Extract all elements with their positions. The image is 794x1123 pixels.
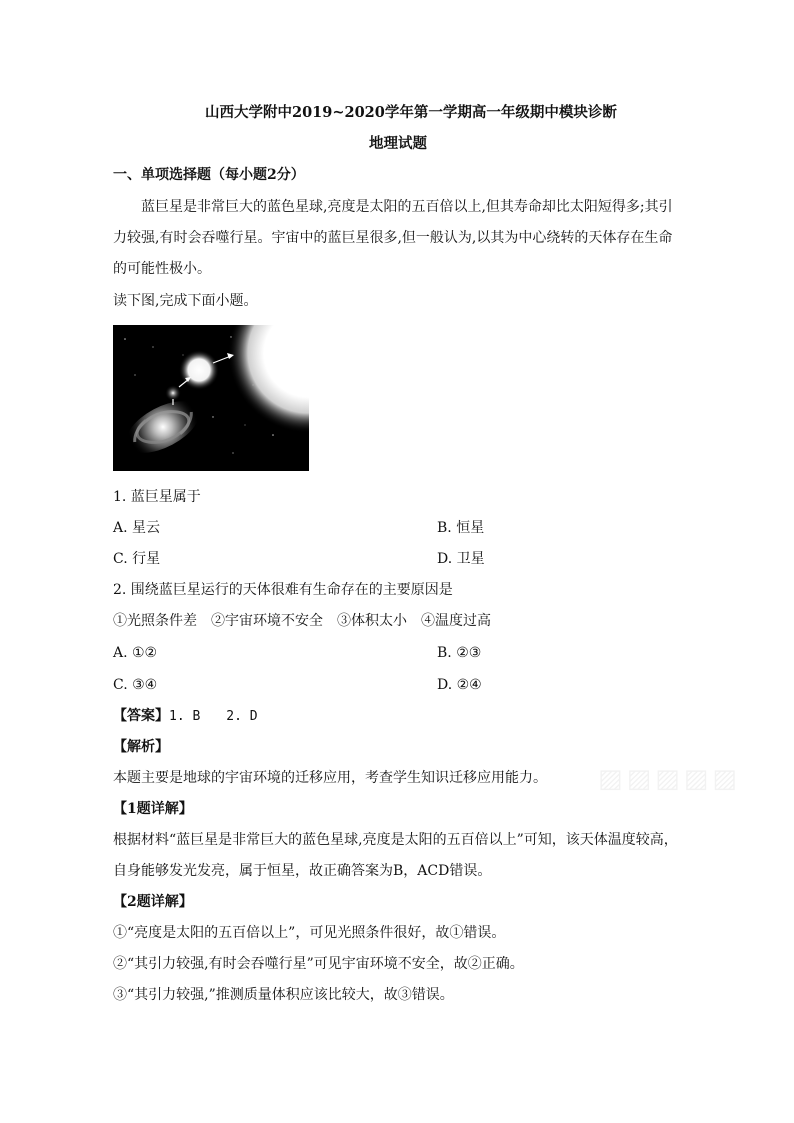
answer-line	[113, 706, 258, 727]
page-title: 山西大学附中2019~2020学年第一学期高一年级期中模块诊断	[205, 104, 617, 121]
question-2-stem: 2. 围绕蓝巨星运行的天体很难有生命存在的主要原因是	[113, 582, 453, 598]
analysis-text: 本题主要是地球的宇宙环境的迁移应用，考查学生知识迁移应用能力。	[113, 770, 547, 786]
question-1-option-c: C. 行星	[113, 551, 161, 567]
detail-1-line-2: 自身能够发光发亮，属于恒星，故正确答案为B，ACD错误。	[113, 863, 492, 879]
detail-2-line-3: ③“其引力较强,”推测质量体积应该比较大，故③错误。	[113, 987, 454, 1003]
question-1-option-d: D. 卫星	[437, 551, 485, 567]
answer-text: 1. B 2. D	[169, 709, 258, 724]
analysis-label: 【解析】	[113, 739, 169, 755]
question-2-option-d: D. ②④	[437, 677, 482, 693]
passage-instruction: 读下图,完成下面小题。	[113, 293, 258, 309]
answer-label: 【答案】	[113, 708, 169, 724]
question-2-option-b: B. ②③	[437, 645, 482, 661]
watermark-logo: ▨▨▨▨▨	[598, 764, 741, 794]
detail-2-line-2: ②“其引力较强,有时会吞噬行星”可见宇宙环境不安全，故②正确。	[113, 956, 524, 972]
section-heading: 一、单项选择题（每小题2分）	[113, 167, 305, 183]
detail-1-label: 【1题详解】	[113, 801, 193, 817]
passage-line-2: 力较强,有时会吞噬行星。宇宙中的蓝巨星很多,但一般认为,以其为中心绕转的天体存在生命	[113, 230, 673, 246]
passage-line-1: 蓝巨星是非常巨大的蓝色星球,亮度是太阳的五百倍以上,但其寿命却比太阳短得多;其引	[141, 199, 673, 215]
space-blue-giant-figure-icon	[113, 325, 309, 471]
question-1-option-b: B. 恒星	[437, 520, 485, 536]
question-2-option-a: A. ①②	[113, 645, 158, 661]
question-2-option-c: C. ③④	[113, 677, 158, 693]
page-subtitle: 地理试题	[369, 135, 427, 152]
passage-line-3: 的可能性极小。	[113, 261, 211, 277]
question-1-stem: 1. 蓝巨星属于	[113, 489, 201, 505]
detail-2-line-1: ①“亮度是太阳的五百倍以上”，可见光照条件很好，故①错误。	[113, 925, 506, 941]
question-2-conditions: ①光照条件差 ②宇宙环境不安全 ③体积太小 ④温度过高	[113, 613, 491, 629]
detail-2-label: 【2题详解】	[113, 894, 193, 910]
detail-1-line-1: 根据材料“蓝巨星是非常巨大的蓝色星球,亮度是太阳的五百倍以上”可知，该天体温度较高，	[113, 832, 678, 848]
question-1-option-a: A. 星云	[113, 520, 161, 536]
